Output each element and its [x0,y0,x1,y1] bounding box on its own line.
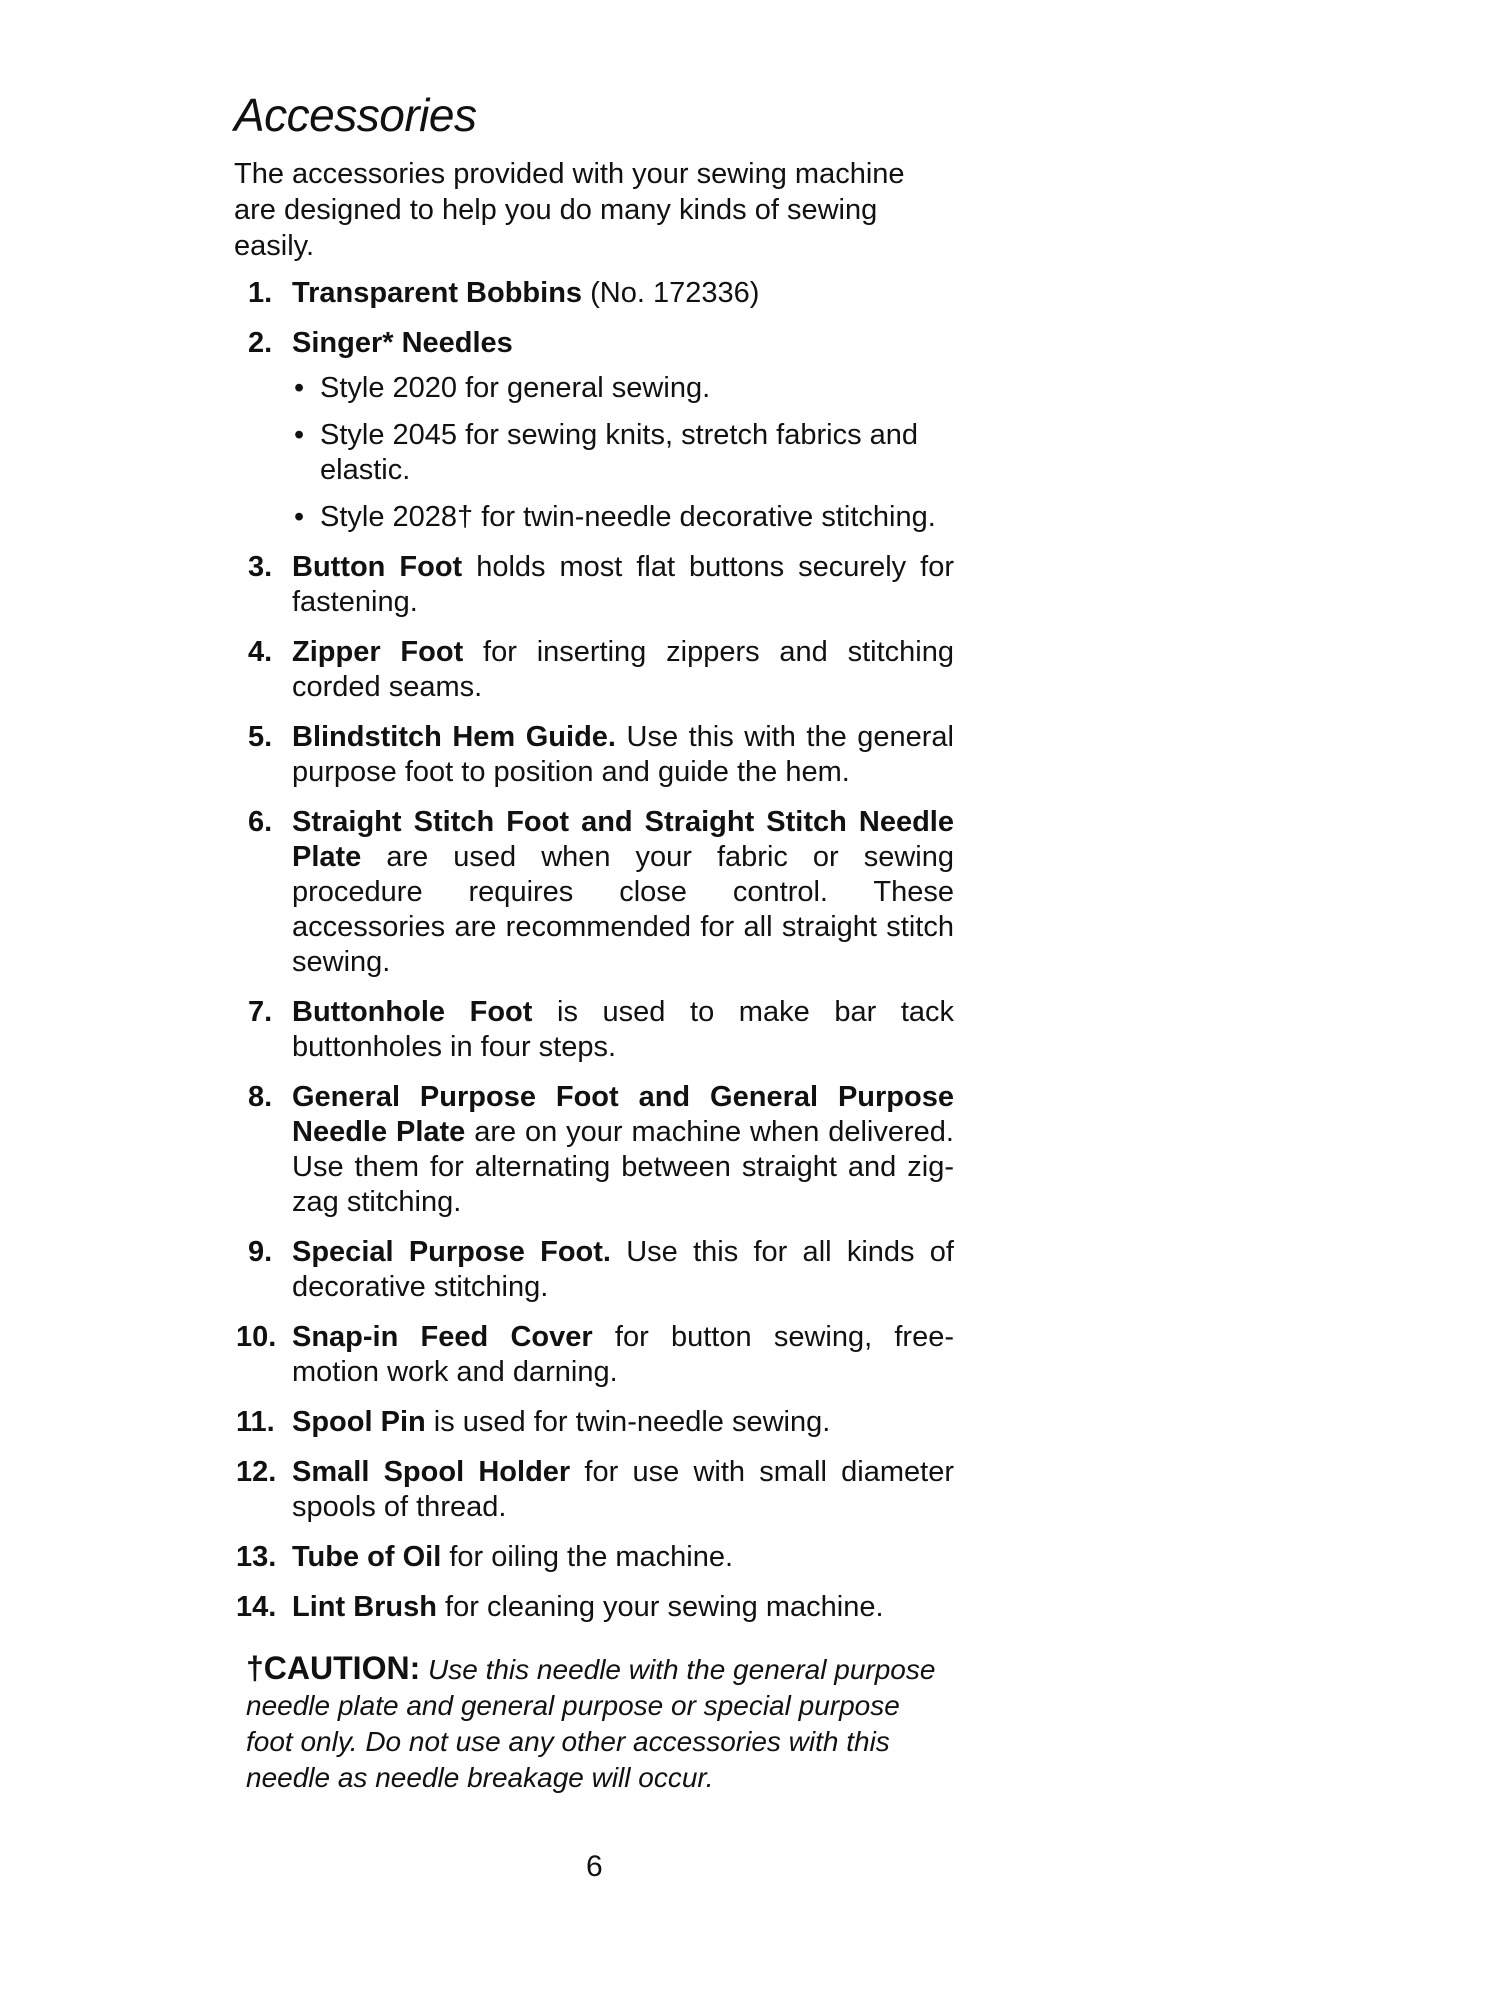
item-name: Button Foot [292,551,463,583]
item-description: for inserting zippers and stitching corded seams. [292,636,954,703]
item-name: Small Spool Holder [292,1456,571,1488]
needle-styles-list [292,371,954,535]
bullet-icon: • [294,372,305,404]
item-name: Snap-in Feed Cover [292,1321,593,1353]
item-description: are on your machine when delivered. Use them for alternating between straight and zig-zag stitching. [292,1116,954,1218]
item-description: for button sewing, free-motion work and darning. [292,1321,955,1388]
item-name: Singer* Needles [292,327,513,359]
list-item [234,1405,954,1440]
item-number: 4. [248,636,273,668]
list-item [234,995,954,1065]
item-name: Lint Brush [292,1591,437,1623]
item-number: 7. [248,996,273,1028]
item-name: Spool Pin [292,1406,426,1438]
item-number: 5. [248,721,273,753]
list-item [234,276,954,311]
list-item [234,1455,954,1525]
item-number: 8. [248,1081,273,1113]
item-name: Special Purpose Foot. [292,1236,611,1268]
item-number: 14. [236,1591,277,1623]
item-description: for use with small diameter spools of thread. [292,1456,954,1523]
item-description: holds most flat buttons securely for fastening. [292,551,954,618]
item-description: Use this with the general purpose foot to position and guide the hem. [292,721,954,788]
page-title: Accessories [234,89,477,141]
item-name: Tube of Oil [292,1541,442,1573]
caution-label: †CAUTION: [246,1650,421,1686]
item-description: is used to make bar tack buttonholes in four steps. [292,996,955,1063]
item-number: 1. [248,277,273,309]
list-item [234,805,954,980]
item-number: 13. [236,1541,277,1573]
item-number: 6. [248,806,273,838]
item-number: 2. [248,327,273,359]
item-name: General Purpose Foot and General Purpose Needle Plate [292,1081,954,1148]
item-number: 11. [236,1406,275,1438]
bullet-item: • Style 2028† for twin-needle decorative stitching. [294,501,936,533]
list-item [234,635,954,705]
item-name: Transparent Bobbins [292,277,583,309]
item-number: 10. [236,1321,277,1353]
list-item [234,720,954,790]
list-item [234,550,954,620]
page-number: 6 [586,1850,603,1883]
bullet-icon: • [294,501,305,533]
item-description: are used when your fabric or sewing procedure requires close control. These accessories are recommended for all straight stitch sewing. [292,841,954,978]
bullet-item: • Style 2045 for sewing knits, stretch fabrics and elastic. [294,419,919,486]
item-number: 9. [248,1236,273,1268]
bullet-item: • Style 2020 for general sewing. [294,372,711,404]
item-name: Zipper Foot [292,636,464,668]
list-item [234,1235,954,1305]
item-description: Use this for all kinds of decorative stitching. [292,1236,954,1303]
list-item [234,326,954,535]
list-item [234,1540,954,1575]
item-description: for oiling the machine. [441,1541,734,1573]
list-item [234,1080,954,1220]
item-name: Straight Stitch Foot and Straight Stitch Needle Plate [292,806,954,873]
item-number: 3. [248,551,273,583]
caution-text: Use this needle with the general purpose needle plate and general purpose or special purpose foot only. Do not use any other accessories with this needle as needle breakage will occur. [246,1654,936,1793]
intro-paragraph: The accessories provided with your sewing machine are designed to help you do many kinds of sewing easily. [234,158,905,262]
list-item [234,1320,954,1390]
accessories-list [234,276,954,1640]
item-description: for cleaning your sewing machine. [437,1591,884,1623]
item-name: Buttonhole Foot [292,996,533,1028]
list-item [234,1590,954,1625]
item-name: Blindstitch Hem Guide. [292,721,616,753]
caution-note [246,1650,952,1796]
bullet-icon: • [294,419,305,451]
item-description: is used for twin-needle sewing. [425,1406,831,1438]
item-number: 12. [236,1456,277,1488]
item-description: (No. 172336) [582,277,760,309]
